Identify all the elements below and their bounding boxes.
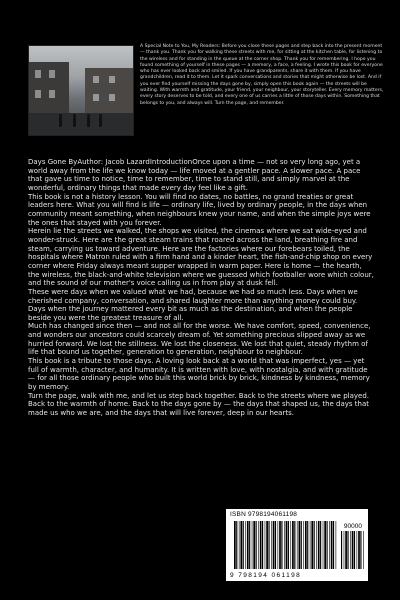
intro-paragraph: Herein lie the streets we walked, the shops we visited, the cinemas where we sat wide-eyed and wonder-struck. Here are the great steam trains that roared across the land, breathing fire and steam, carrying us toward adventure. Here are the factories where our forebears toiled, the hospitals where Matron ruled with a firm hand and a kinder heart, the fish-and-chip shop on every corner where Friday always meant supper wrapped in warm paper. Here is home — the hearth, the wireless, the black-and-white television where we guessed which footballer wore which colour, and the sound of our mother's voice calling us in from play at dusk fell. (28, 227, 374, 288)
child-figure (73, 117, 76, 127)
terrace-houses-left (29, 62, 69, 118)
intro-paragraph: Days Gone ByAuthor: Jacob LazardIntroductionOnce upon a time — not so very long ago, yet a world away from the life we know today — life moved at a gentler pace. A slower pace. A pace that gave us time to notice, time to remember, time to stand still, and simply marvel at the wonderful, ordinary things that made every day feel like a gift. (28, 158, 361, 192)
street-road (29, 113, 133, 135)
child-figure (99, 117, 102, 127)
price-code: 90000 (343, 523, 362, 530)
introduction-text (28, 158, 374, 418)
barcode-bars-icon (234, 521, 338, 569)
intro-paragraph: Much has changed since then — and not all for the worse. We have comfort, speed, convenience, and wonders our ancestors could scarcely dream of. Yet something precious slipped away as we hurried forward. We lost the stillness. We lost the closeness. We lost that quiet, steady rhythm of life that bound us together, generation to generation, neighbour to neighbour. (28, 322, 371, 357)
isbn-barcode (226, 509, 368, 581)
isbn-digits: 9 798194 061198 (230, 572, 302, 579)
isbn-label: ISBN 9798194061198 (230, 511, 298, 518)
addon-bars-icon (341, 531, 365, 569)
child-figure (87, 117, 90, 127)
reader-note-blurb: A Special Note to You, My Readers: Before you close these pages and step back into the present moment — thank you. Thank you for walking these streets with me, for sitting at the kitchen table, for listening to the wireless and for standing in the queue at the corner shop. Thank you for remembering. I hope you found something of yourself in these pages — a memory, a face, a feeling. I wrote this book for everyone who has ever looked back and smiled. If you have grandparents, share it with them. If you have grandchildren, read it to them. Let it spark conversations and stories that might otherwise be lost. And if you ever find yourself missing the days gone by, simply open this book again — the streets will be waiting. With warmth and gratitude, your friend, your neighbour, your storyteller. Every memory matters, every story deserves to be told, and every one of us carries a little of those days within. Something that belongs to you, and always will. Turn the page, and remember. (140, 44, 384, 106)
intro-paragraph: These were days when we valued what we had, because we had so much less. Days when we cherished company, conversation, and shared laughter more than anything money could buy. Days when the journey mattered every bit as much as the destination, and when the people beside you were the greatest treasure of all. (28, 287, 358, 322)
street-photo (28, 45, 134, 136)
intro-paragraph: Turn the page, walk with me, and let us step back together. Back to the streets where we played. Back to the warmth of home. Back to the days gone by — the days that shaped us, the days that made us who we are, and the days that will live forever, deep in our hearts. (28, 391, 370, 418)
intro-paragraph: This book is not a history lesson. You will find no dates, no battles, no grand treaties or great leaders here. What you will find is life — ordinary life, lived by ordinary people, in the days when community meant something, when neighbours knew your name, and when the simple joys were the ones that stayed with you forever. (28, 192, 371, 227)
intro-paragraph: This book is a tribute to those days. A loving look back at a world that was imperfect, yes — yet full of warmth, character, and humanity. It is written with love, with nostalgia, and with gratitude — for all those ordinary people who built this world brick by brick, kindness by kindness, memory by memory. (28, 357, 370, 392)
child-figure (59, 117, 62, 127)
terrace-houses-right (85, 68, 133, 118)
